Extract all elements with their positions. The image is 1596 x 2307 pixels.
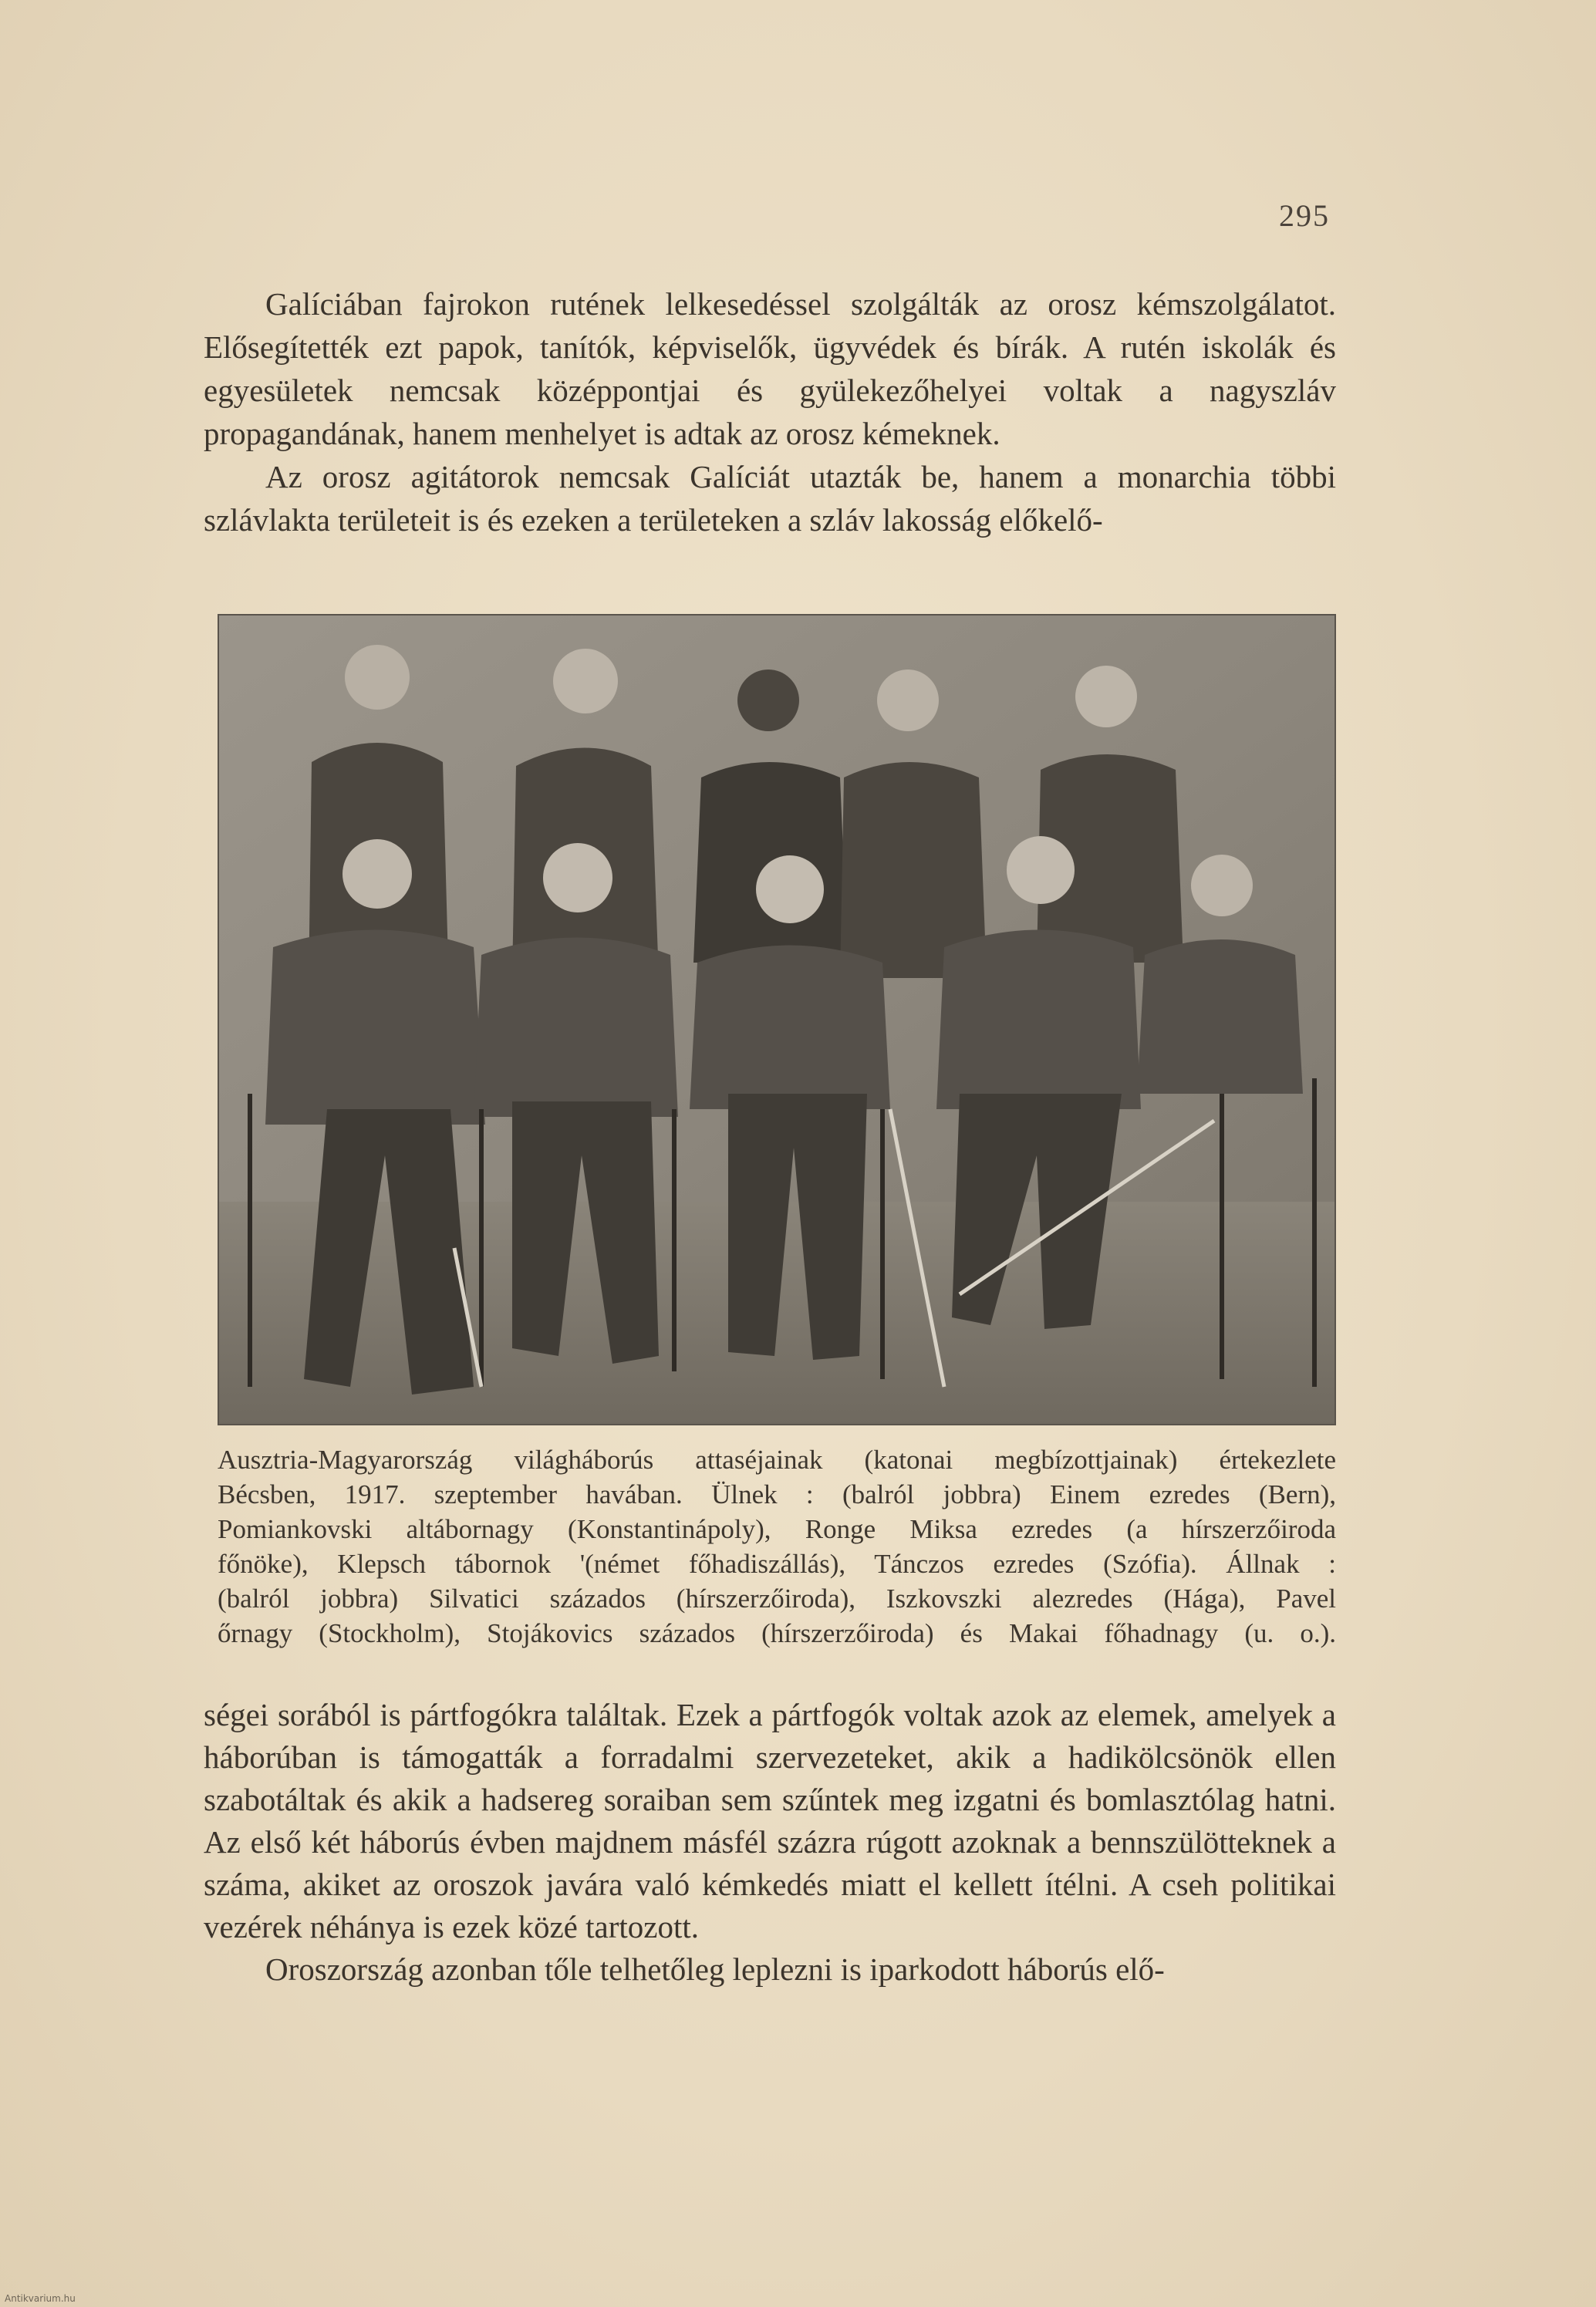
bottom-text-block — [204, 1694, 1336, 1991]
paragraph: Galíciában fajrokon rutének lelkesedéssel szolgálták az orosz kémszolgálatot. Elősegítették ezt papok, tanítók, képviselők, ügyvédek és bírák. A rutén iskolák és egyesületek nemcsak középpontjai és gyülekezőhelyei voltak a nagyszláv propagandának, hanem menhelyet is adtak az orosz kémeknek. — [204, 286, 1336, 451]
caption-line: főnöke), Klepsch tábornok '(német főhadiszállás), Tánczos ezredes (Szófia). Állnak : — [218, 1549, 1336, 1579]
photo-caption — [218, 1442, 1336, 1651]
group-photograph — [218, 614, 1336, 1425]
page-number: 295 — [1279, 198, 1330, 233]
paragraph: Az orosz agitátorok nemcsak Galíciát utazták be, hanem a monarchia többi szlávlakta területeit is és ezeken a területeken a szláv lakosság előkelő- — [204, 459, 1336, 538]
caption-line: Bécsben, 1917. szeptember havában. Ülnek : (balról jobbra) Einem ezredes (Bern), — [218, 1479, 1336, 1509]
paragraph: ségei sorából is pártfogókra találtak. Ezek a pártfogók voltak azok az elemek, amelyek a háborúban is támogatták a forradalmi szervezeteket, akik a hadikölcsönök ellen szabotáltak és akik a hadsereg soraiban sem szűntek meg izgatni és bomlasztólag hatni. Az első két háborús évben majdnem másfél százra rúgott azoknak a bennszülötteknek a száma, akiket az oroszok javára való kémkedés miatt el kellett ítélni. A cseh politikai vezérek néhánya is ezek közé tartozott. — [204, 1697, 1336, 1944]
top-text-block — [204, 282, 1336, 541]
watermark-text: Antikvarium.hu — [5, 2293, 76, 2304]
caption-line: (balról jobbra) Silvatici százados (hírszerzőiroda), Iszkovszki alezredes (Hága), Pavel — [218, 1584, 1336, 1614]
caption-line: Pomiankovski altábornagy (Konstantinápoly), Ronge Miksa ezredes (a hírszerzőiroda — [218, 1514, 1336, 1544]
caption-line: Ausztria-Magyarország világháborús attaséjainak (katonai megbízottjainak) értekezlete — [218, 1445, 1336, 1475]
paragraph: Oroszország azonban tőle telhetőleg leplezni is iparkodott háborús elő- — [265, 1951, 1165, 1987]
caption-line: őrnagy (Stockholm), Stojákovics százados (hírszerzőiroda) és Makai főhadnagy (u. o.). — [218, 1618, 1336, 1648]
